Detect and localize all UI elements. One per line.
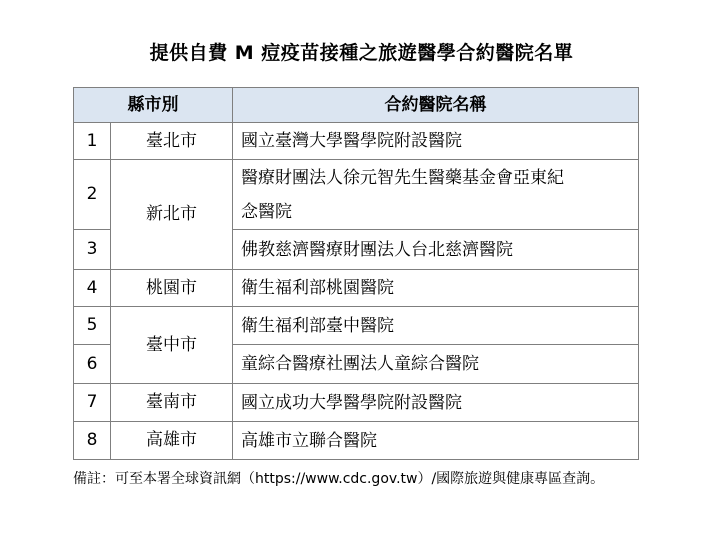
row-number: 5 [74, 307, 111, 345]
hospital-name-line-2: 念醫院 [241, 201, 292, 222]
header-region: 縣市別 [74, 88, 233, 123]
row-number: 1 [74, 123, 111, 160]
row-number: 8 [74, 422, 111, 460]
row-number: 3 [74, 230, 111, 270]
hospital-name-line-1: 醫療財團法人徐元智先生醫藥基金會亞東紀 [241, 167, 564, 188]
hospital-cell: 佛教慈濟醫療財團法人台北慈濟醫院 [233, 230, 639, 270]
hospital-cell: 衛生福利部臺中醫院 [233, 307, 639, 345]
table-row [74, 123, 639, 160]
row-number: 6 [74, 345, 111, 384]
table-row [74, 422, 639, 460]
row-number: 7 [74, 384, 111, 422]
hospital-cell: 國立臺灣大學醫學院附設醫院 [233, 123, 639, 160]
table-row [74, 307, 639, 345]
table-row [74, 160, 639, 230]
table-row [74, 384, 639, 422]
row-number: 4 [74, 270, 111, 307]
footer-note: 備註：可至本署全球資訊網（https://www.cdc.gov.tw）/國際旅遊與健康專區查詢。 [73, 471, 605, 487]
table-header-row [74, 88, 639, 123]
region-cell: 桃園市 [111, 270, 233, 307]
table-row [74, 270, 639, 307]
region-cell: 新北市 [111, 160, 233, 270]
hospital-table [73, 87, 639, 460]
hospital-cell: 高雄市立聯合醫院 [233, 422, 639, 460]
region-cell: 臺中市 [111, 307, 233, 384]
hospital-cell [233, 160, 639, 230]
row-number: 2 [74, 160, 111, 230]
region-cell: 臺北市 [111, 123, 233, 160]
region-cell: 臺南市 [111, 384, 233, 422]
page-title: 提供自費 M 痘疫苗接種之旅遊醫學合約醫院名單 [149, 42, 574, 64]
region-cell: 高雄市 [111, 422, 233, 460]
hospital-cell: 國立成功大學醫學院附設醫院 [233, 384, 639, 422]
hospital-cell: 衛生福利部桃園醫院 [233, 270, 639, 307]
hospital-cell: 童綜合醫療社團法人童綜合醫院 [233, 345, 639, 384]
header-hospital: 合約醫院名稱 [233, 88, 639, 123]
